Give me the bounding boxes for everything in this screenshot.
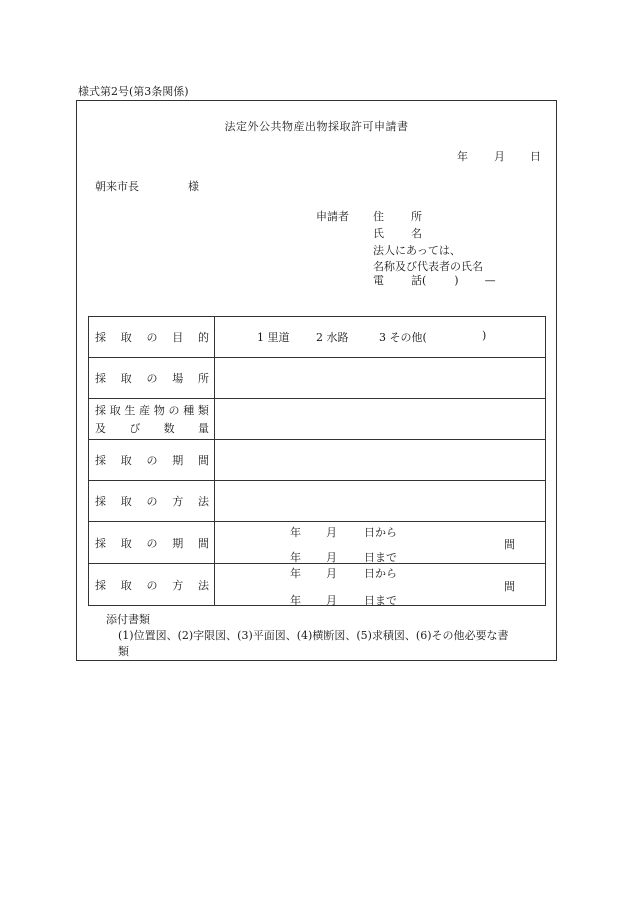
label-char: 採	[95, 331, 106, 344]
label-char: 採	[95, 578, 106, 592]
date-month: 月	[494, 150, 505, 163]
attachments-list-line2: 類	[118, 645, 129, 658]
label-char: 及	[95, 422, 106, 435]
phone-paren-close: )	[454, 274, 459, 287]
address-label-b: 所	[411, 210, 422, 223]
method-value-cell-1[interactable]	[215, 481, 546, 522]
attachments-list-line1: (1)位置図、(2)字限図、(3)平面図、(4)横断図、(5)求積図、(6)その他必要な書	[118, 629, 509, 642]
label-char: 生	[124, 404, 136, 417]
label-char: 法	[198, 495, 209, 508]
name-label-a: 氏	[373, 227, 384, 240]
purpose-row	[89, 317, 546, 358]
to-year: 年	[290, 594, 301, 607]
application-table	[88, 316, 546, 606]
label-char: 的	[198, 331, 209, 344]
product-label	[89, 402, 214, 436]
label-char: 期	[172, 454, 184, 467]
attachments-title: 添付書類	[106, 613, 150, 626]
label-char: 類	[197, 404, 209, 417]
period-label-cell-2	[89, 522, 215, 564]
phone-dash: —	[484, 274, 496, 287]
label-char: の	[146, 331, 158, 344]
purpose-value-cell[interactable]	[215, 317, 546, 358]
period-from-line	[290, 524, 397, 540]
label-char: 数	[163, 422, 175, 435]
applicant-name-field[interactable]	[373, 227, 422, 240]
period-suffix: 間	[504, 580, 515, 593]
label-char: 間	[198, 454, 209, 467]
purpose-option-waterway[interactable]: 2 水路	[316, 331, 349, 344]
date-day: 日	[530, 150, 541, 163]
to-month: 月	[326, 551, 337, 564]
from-month: 月	[326, 526, 337, 539]
label-char: 採	[95, 404, 106, 417]
to-day: 日まで	[364, 594, 397, 607]
method-label-2	[89, 577, 214, 593]
period-to-line-2	[290, 592, 397, 608]
label-char: 所	[198, 372, 209, 385]
to-month: 月	[326, 594, 337, 607]
addressee-honorific: 様	[188, 180, 199, 193]
method-label	[89, 493, 214, 509]
label-char: 取	[120, 495, 132, 508]
period-suffix: 間	[504, 538, 515, 551]
applicant-address-field[interactable]	[373, 210, 422, 223]
purpose-option-road[interactable]: 1 里道	[257, 331, 290, 344]
period-value-cell-1[interactable]	[215, 440, 546, 481]
label-char: 取	[120, 331, 132, 344]
label-char: の	[146, 372, 158, 385]
label-char: 法	[198, 578, 209, 592]
period-row-2	[89, 522, 546, 564]
label-char: 量	[197, 422, 209, 435]
period-range-cell-2[interactable]	[215, 564, 546, 606]
label-char: 取	[120, 454, 132, 467]
from-year: 年	[290, 567, 301, 580]
product-label-cell	[89, 399, 215, 440]
period-from-line-2	[290, 565, 397, 581]
place-label	[89, 370, 214, 386]
label-char: 物	[153, 404, 165, 417]
label-char: 場	[172, 372, 184, 385]
label-char: 方	[172, 495, 184, 508]
applicant-phone-field[interactable]	[373, 274, 496, 287]
purpose-label-cell	[89, 317, 215, 358]
corporation-note-line1: 法人にあっては、	[373, 244, 461, 257]
name-label-b: 名	[411, 227, 422, 240]
label-char: 取	[120, 372, 132, 385]
label-char: 採	[95, 536, 106, 550]
product-value-cell[interactable]	[215, 399, 546, 440]
phone-label-b: 話(	[411, 274, 427, 287]
purpose-options	[215, 329, 545, 345]
label-char: の	[146, 536, 158, 550]
from-year: 年	[290, 526, 301, 539]
label-char: 間	[198, 536, 209, 550]
label-char: 取	[109, 404, 121, 417]
label-char: 目	[172, 331, 184, 344]
from-day: 日から	[364, 526, 397, 539]
label-char: 方	[172, 578, 184, 592]
label-char: 採	[95, 495, 106, 508]
method-label-cell	[89, 481, 215, 522]
form-number-label: 様式第2号(第3条関係)	[78, 85, 189, 98]
to-day: 日まで	[364, 551, 397, 564]
method-label-cell-2	[89, 564, 215, 606]
label-char: の	[146, 495, 158, 508]
label-char: 取	[120, 536, 132, 550]
to-year: 年	[290, 551, 301, 564]
purpose-option-other[interactable]: 3 その他(	[379, 331, 427, 344]
from-day: 日から	[364, 567, 397, 580]
purpose-option-close: )	[482, 329, 487, 342]
from-month: 月	[326, 567, 337, 580]
corporation-note-line2: 名称及び代表者の氏名	[373, 260, 483, 273]
period-label-cell	[89, 440, 215, 481]
purpose-label	[89, 329, 214, 345]
addressee-name: 朝来市長	[95, 180, 139, 193]
label-char: の	[146, 454, 158, 467]
period-range-cell-1[interactable]	[215, 522, 546, 564]
label-char: 採	[95, 454, 106, 467]
address-label-a: 住	[373, 210, 384, 223]
method-row-1	[89, 481, 546, 522]
period-label	[89, 452, 214, 468]
applicant-label: 申請者	[316, 210, 349, 223]
place-value-cell[interactable]	[215, 358, 546, 399]
label-char: の	[146, 578, 158, 592]
place-row	[89, 358, 546, 399]
label-char: 採	[95, 372, 106, 385]
period-row-1	[89, 440, 546, 481]
label-char: の	[168, 404, 180, 417]
product-row	[89, 399, 546, 440]
period-label-2	[89, 535, 214, 551]
label-char: 種	[183, 404, 195, 417]
date-year: 年	[457, 150, 468, 163]
label-char: 取	[120, 578, 132, 592]
label-char: 期	[172, 536, 184, 550]
label-char: び	[129, 422, 141, 435]
phone-label-a: 電	[373, 274, 384, 287]
document-title: 法定外公共物産出物採取許可申請書	[224, 120, 409, 133]
place-label-cell	[89, 358, 215, 399]
method-row-2	[89, 564, 546, 606]
label-char: 産	[139, 404, 151, 417]
